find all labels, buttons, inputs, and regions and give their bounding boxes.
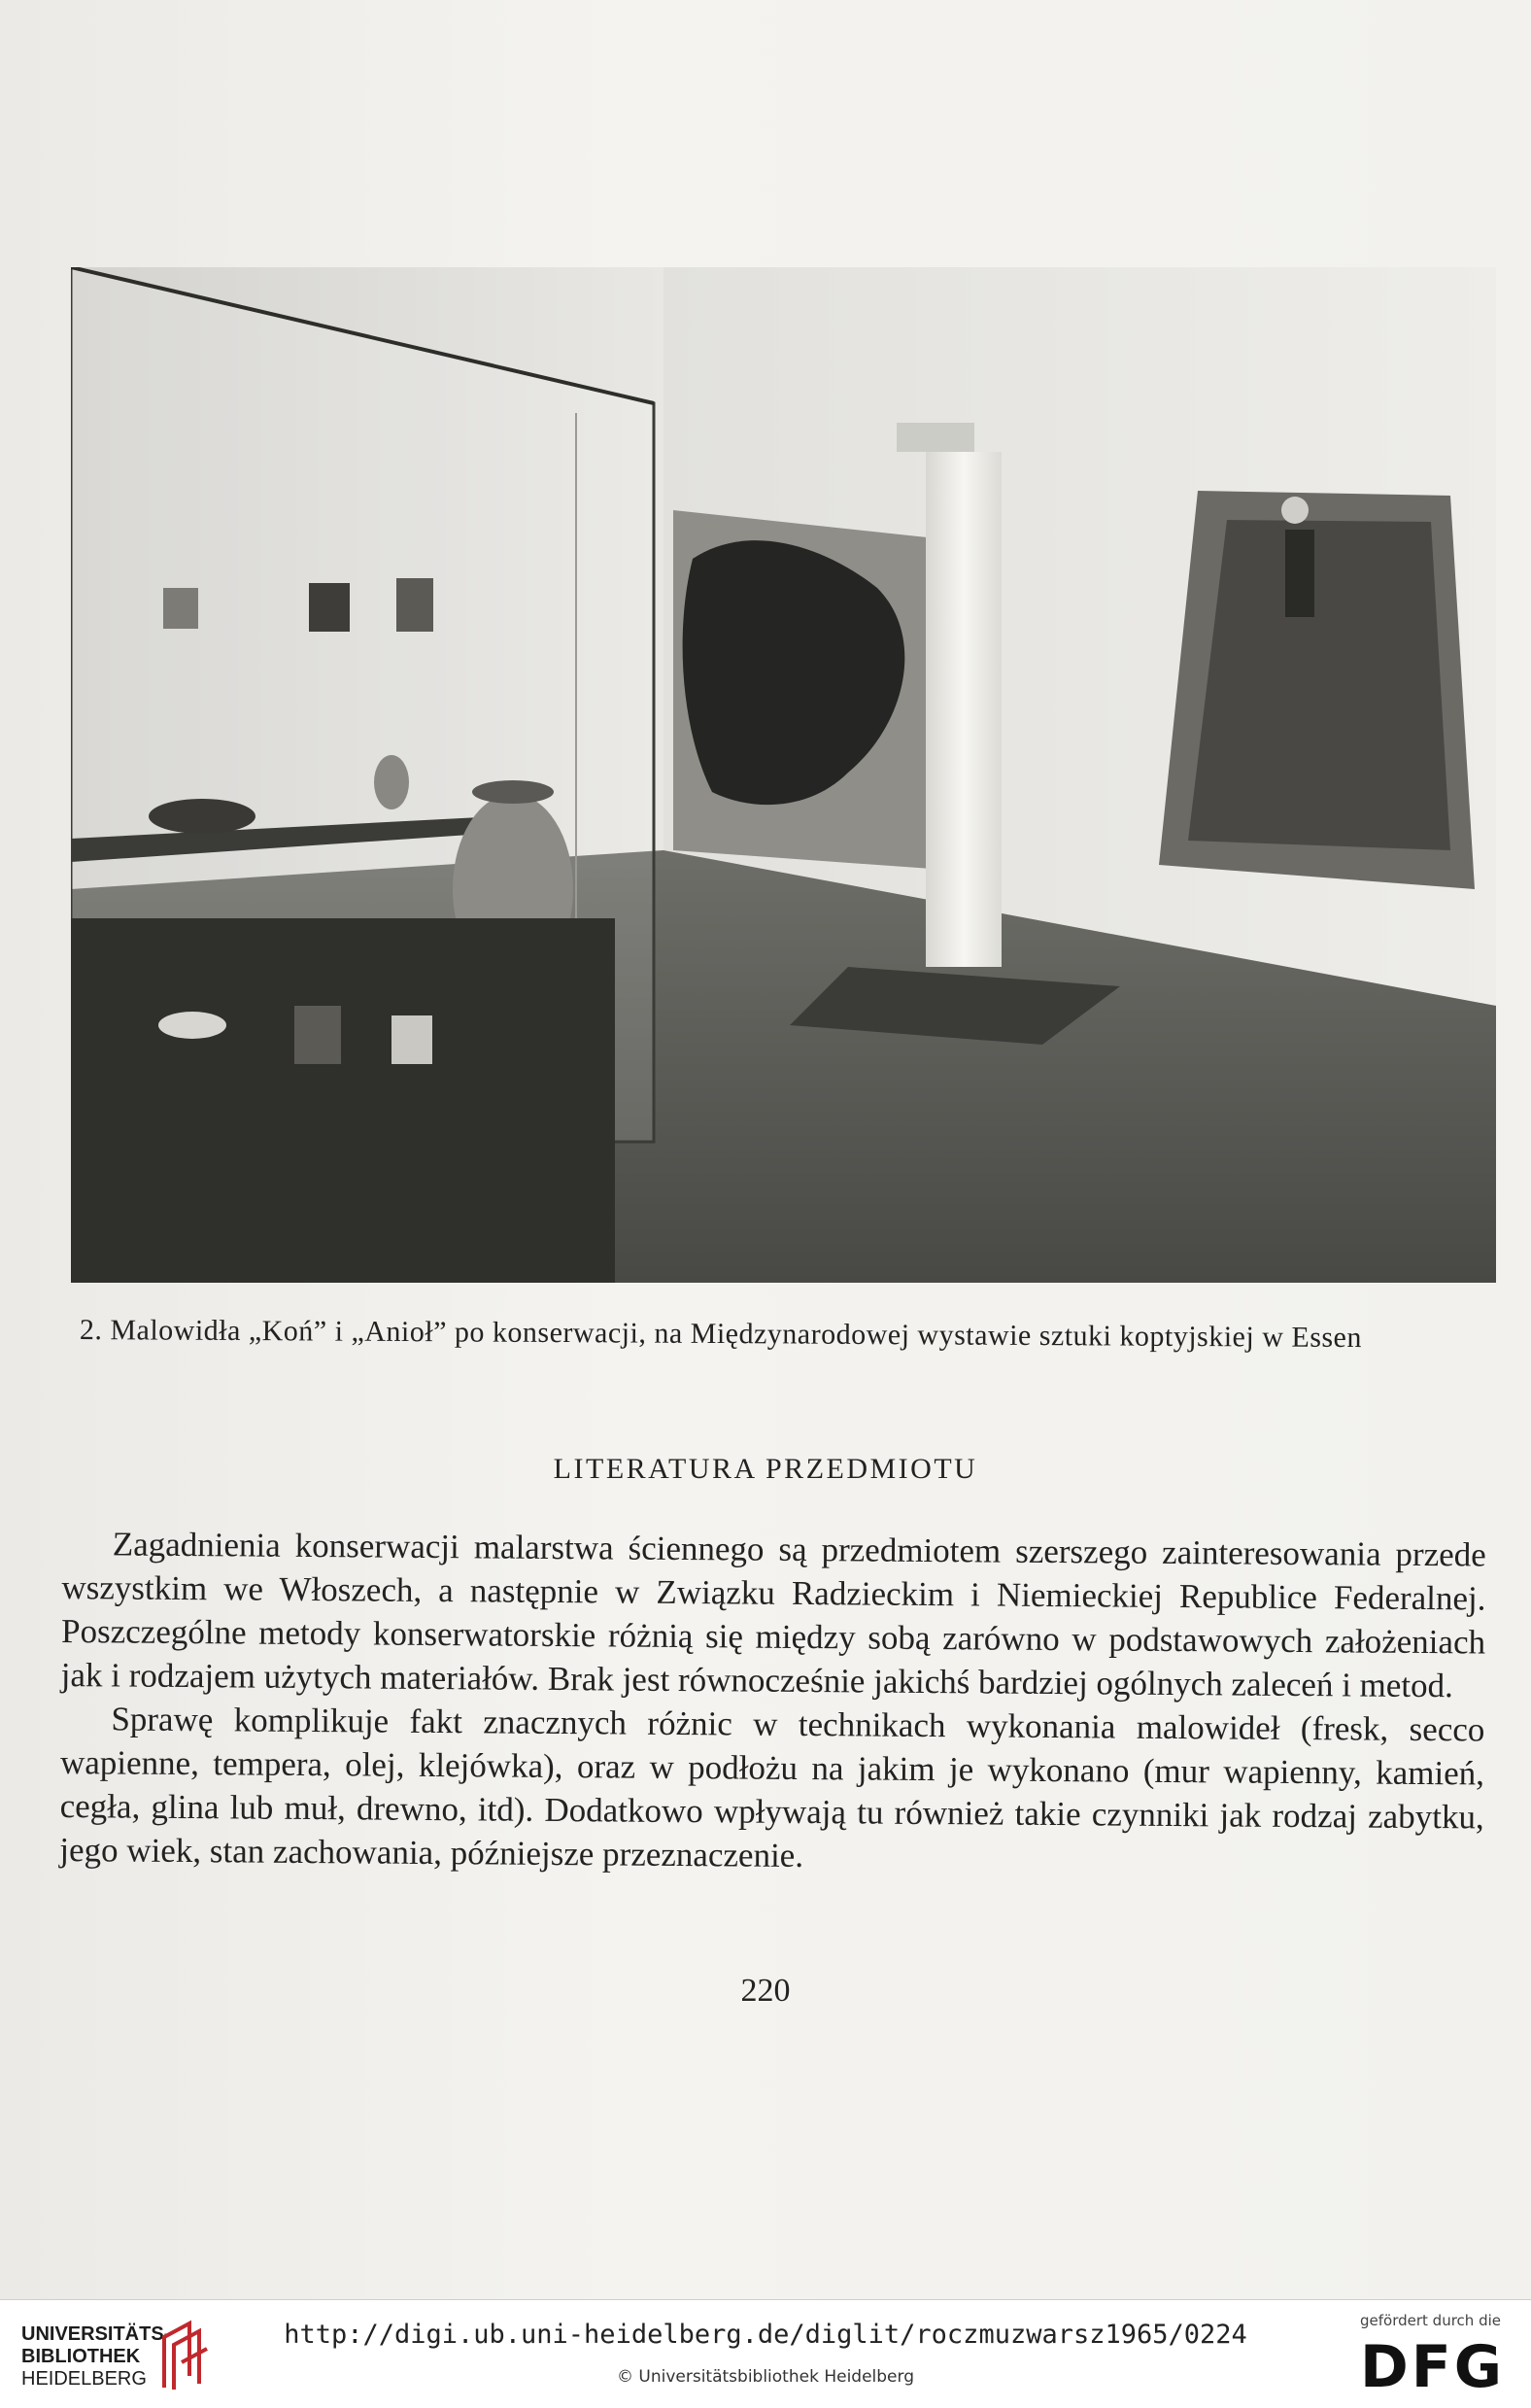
library-name-line-1: UNIVERSITÄTS-: [21, 2323, 171, 2345]
page-number: 220: [740, 1973, 791, 2009]
exhibition-photograph: [71, 267, 1496, 1283]
dfg-logo[interactable]: DFG: [1360, 2333, 1506, 2401]
permalink-url[interactable]: http://digi.ub.uni-heidelberg.de/diglit/roczmuzwarsz1965/0224: [284, 2320, 1247, 2350]
funder-note: gefördert durch die: [1360, 2312, 1501, 2329]
copyright-notice: © Universitätsbibliothek Heidelberg: [616, 2367, 914, 2387]
exhibition-photo-illustration: [71, 267, 1496, 1283]
library-name-line-3: HEIDELBERG: [21, 2368, 147, 2390]
library-name-line-2: BIBLIOTHEK: [21, 2346, 141, 2367]
body-text: [59, 1522, 1486, 1883]
paragraph-1: Zagadnienia konserwacji malarstwa ściennego są przedmiotem szerszego zainteresowania przede wszystkim we Włoszech, a następnie w Związku Radzieckim i Niemieckiej Republice Federalnej. Poszczególne metody konserwatorskie różnią się między sobą zarówno w podstawowych założeniach jak i rodzajem użytych materiałów. Brak jest równocześnie jakichś bardziej ogólnych zaleceń i metod.: [60, 1525, 1486, 1705]
section-heading: LITERATURA PRZEDMIOTU: [553, 1453, 978, 1485]
figure-caption: 2. Malowidła „Koń” i „Anioł” po konserwacji, na Międzynarodowej wystawie sztuki koptyjskiej w Essen: [79, 1314, 1363, 1355]
footer-bar: [0, 2299, 1531, 2408]
paragraph-2: Sprawę komplikuje fakt znacznych różnic w technikach wykonania malowideł (fresk, secco wapienne, tempera, olej, klejówka), oraz w podłożu na jakim je wykonano (mur wapienny, kamień, cegła, glina lub muł, drewno, itd). Dodatkowo wpływają tu również takie czynniki jak rodzaj zabytku, jego wiek, stan zachowania, późniejsze przeznaczenie.: [59, 1700, 1485, 1875]
